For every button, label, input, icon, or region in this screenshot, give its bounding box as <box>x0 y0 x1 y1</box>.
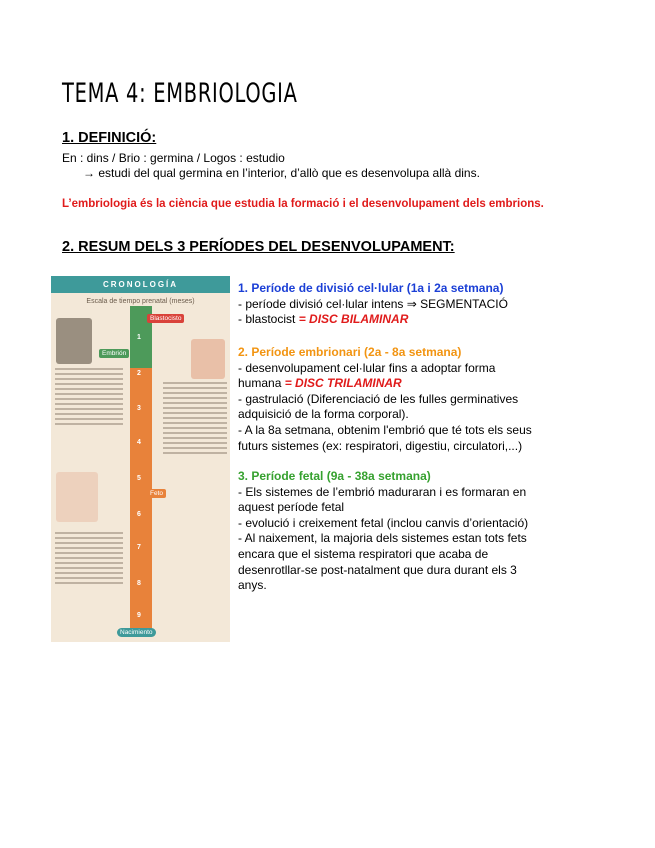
period-3 <box>238 469 568 594</box>
period-2-line-5: - A la 8a setmana, obtenim l'embrió que té tots els seus <box>238 422 532 437</box>
infographic-header: CRONOLOGÍA <box>51 276 230 293</box>
disc-bilaminar: = DISC BILAMINAR <box>298 312 409 327</box>
nacimiento-label: Nacimiento <box>117 628 156 637</box>
month-2: 2 <box>137 370 141 377</box>
period-3-line-2: aquest període fetal <box>238 500 345 515</box>
period-2-line-4: adquisició de la forma corporal). <box>238 407 409 422</box>
embryo-photo <box>191 339 225 379</box>
period-3-line-4: - Al naixement, la majoria dels sistemes estan tots fets <box>238 531 527 546</box>
month-4: 4 <box>137 439 141 446</box>
embrion-label: Embrión <box>99 349 129 358</box>
period-1-line-2: - blastocist = DISC BILAMINAR <box>238 312 409 327</box>
period-2 <box>238 345 568 454</box>
period-1 <box>238 281 568 328</box>
blastocyst-photo <box>56 318 92 364</box>
month-6: 6 <box>137 511 141 518</box>
period-2-line-2: humana = DISC TRILAMINAR <box>238 376 402 391</box>
period-3-line-6: desenrotllar-se post-natalment que dura durant els 3 <box>238 562 517 577</box>
month-5: 5 <box>137 475 141 482</box>
etymology-text: En : dins / Brio : germina / Logos : estudio <box>62 151 285 165</box>
page-title: TEMA 4: EMBRIOLOGIA <box>62 78 298 109</box>
period-1-title: 1. Període de divisió cel·lular (1a i 2a setmana) <box>238 281 504 295</box>
feto-label: Feto <box>147 489 166 498</box>
text-block-blastocyst <box>55 368 123 428</box>
month-9: 9 <box>137 612 141 619</box>
meaning-text: → estudi del qual germina en l’interior, d’allò que es desenvolupa allà dins. <box>83 166 480 180</box>
month-1: 1 <box>137 334 141 341</box>
text-block-fetus <box>55 532 123 587</box>
period-3-line-5: encara que el sistema respiratori que acaba de <box>238 546 489 561</box>
period-3-line-3: - evolució i creixement fetal (inclou canvis d’orientació) <box>238 515 529 530</box>
prenatal-timeline-image <box>51 276 230 642</box>
disc-trilaminar: = DISC TRILAMINAR <box>284 376 402 391</box>
month-8: 8 <box>137 580 141 587</box>
period-2-line-3: - gastrulació (Diferenciació de les fulles germinatives <box>238 391 519 406</box>
period-3-line-7: anys. <box>238 578 267 593</box>
period-2-line-1: - desenvolupament cel·lular fins a adoptar forma <box>238 360 496 375</box>
period-1-line-1: - període divisió cel·lular intens ⇒ SEGMENTACIÓ <box>238 296 508 311</box>
period-2-title: 2. Període embrionari (2a - 8a setmana) <box>238 345 462 359</box>
period-3-line-1: - Els sistemes de l’embrió maduraran i es formaran en <box>238 484 527 499</box>
period-2-line-6: futurs sistemes (ex: respiratori, digestiu, circulatori,...) <box>238 438 523 453</box>
blastocisto-label: Blastocisto <box>147 314 184 323</box>
infographic-subtitle: Escala de tiempo prenatal (meses) <box>86 298 195 305</box>
month-7: 7 <box>137 544 141 551</box>
definition-text: L’embriologia és la ciència que estudia la formació i el desenvolupament dels embrions. <box>62 198 544 210</box>
text-block-embryo <box>163 382 227 457</box>
timeline-bar <box>130 306 152 628</box>
section2-heading: 2. RESUM DELS 3 PERÍODES DEL DESENVOLUPAMENT: <box>62 239 455 255</box>
month-3: 3 <box>137 405 141 412</box>
section1-heading: 1. DEFINICIÓ: <box>62 130 157 146</box>
period-3-title: 3. Període fetal (9a - 38a setmana) <box>238 469 431 483</box>
fetus-photo <box>56 472 98 522</box>
